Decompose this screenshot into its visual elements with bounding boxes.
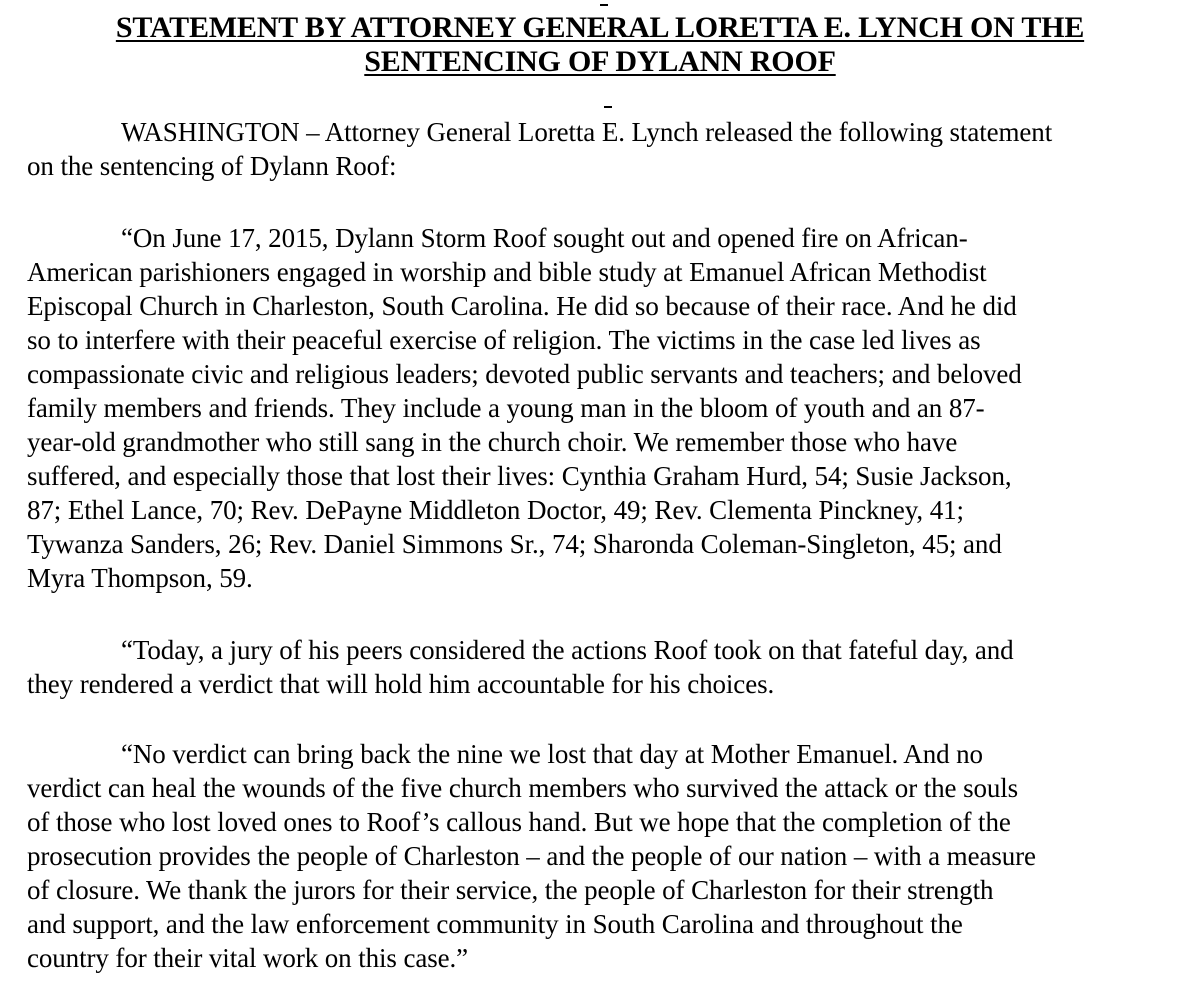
paragraph-line: suffered, and especially those that lost their lives: Cynthia Graham Hurd, 54; Susie Jackson, xyxy=(27,461,1012,491)
paragraph-line: 87; Ethel Lance, 70; Rev. DePayne Middleton Doctor, 49; Rev. Clementa Pinckney, 41; xyxy=(27,495,964,525)
title-line-2: SENTENCING OF DYLANN ROOF xyxy=(364,45,836,78)
paragraph-line: WASHINGTON – Attorney General Loretta E. Lynch released the following statement xyxy=(121,117,1053,147)
paragraph-line: and support, and the law enforcement community in South Carolina and throughout the xyxy=(27,909,963,939)
paragraph-line: on the sentencing of Dylann Roof: xyxy=(27,151,397,181)
paragraph-line: Episcopal Church in Charleston, South Carolina. He did so because of their race. And he did xyxy=(27,291,1017,321)
paragraph-line: “On June 17, 2015, Dylann Storm Roof sought out and opened fire on African- xyxy=(121,223,968,253)
paragraph-line: verdict can heal the wounds of the five church members who survived the attack or the souls xyxy=(27,773,1019,803)
paragraph-line: family members and friends. They include a young man in the bloom of youth and an 87- xyxy=(27,393,985,423)
stray-mark-top xyxy=(600,4,608,6)
paragraph-line: compassionate civic and religious leaders; devoted public servants and teachers; and beloved xyxy=(27,359,1022,389)
paragraph-line: of closure. We thank the jurors for their service, the people of Charleston for their strength xyxy=(27,875,994,905)
paragraph-line: year-old grandmother who still sang in the church choir. We remember those who have xyxy=(27,427,958,457)
paragraph-line: “No verdict can bring back the nine we lost that day at Mother Emanuel. And no xyxy=(121,739,983,769)
paragraph-line: Tywanza Sanders, 26; Rev. Daniel Simmons Sr., 74; Sharonda Coleman-Singleton, 45; and xyxy=(27,529,1002,559)
paragraph-line: prosecution provides the people of Charleston – and the people of our nation – with a measure xyxy=(27,841,1036,871)
paragraph-line: they rendered a verdict that will hold him accountable for his choices. xyxy=(27,669,775,699)
title-line-1: STATEMENT BY ATTORNEY GENERAL LORETTA E. LYNCH ON THE xyxy=(115,11,1085,44)
paragraph-line: “Today, a jury of his peers considered the actions Roof took on that fateful day, and xyxy=(121,635,1014,665)
paragraph-line: of those who lost loved ones to Roof’s callous hand. But we hope that the completion of the xyxy=(27,807,1011,837)
paragraph-line: American parishioners engaged in worship and bible study at Emanuel African Methodist xyxy=(27,257,987,287)
paragraph-line: Myra Thompson, 59. xyxy=(27,563,253,593)
stray-mark-below-title xyxy=(604,106,612,108)
paragraph-line: country for their vital work on this case.” xyxy=(27,943,469,973)
paragraph-line: so to interfere with their peaceful exercise of religion. The victims in the case led lives as xyxy=(27,325,981,355)
